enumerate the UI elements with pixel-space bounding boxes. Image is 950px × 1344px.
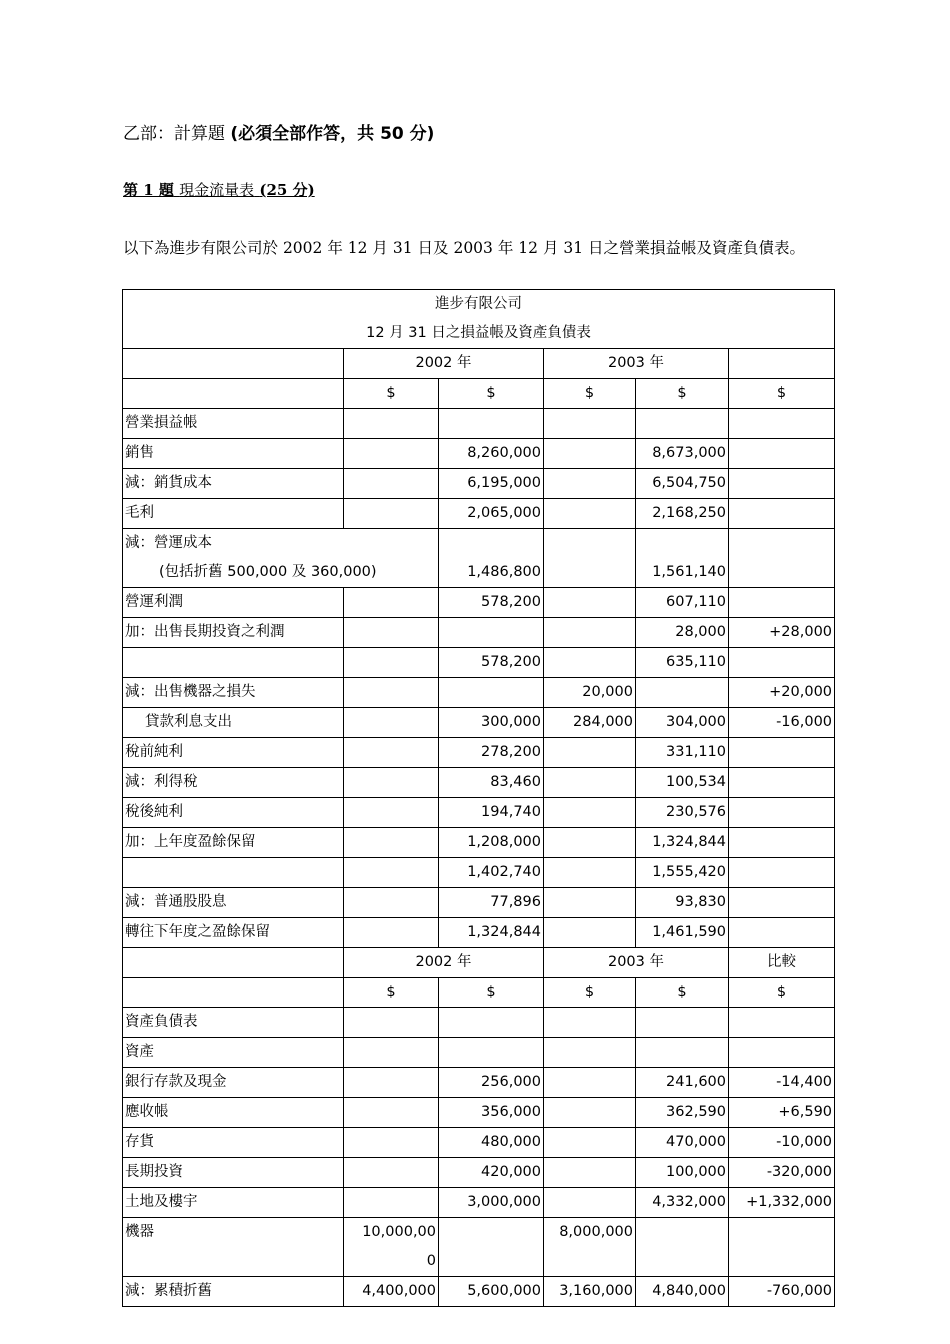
cell-value: 635,110: [636, 648, 729, 678]
table-row: [123, 469, 835, 499]
row-label: 銷售: [123, 439, 344, 469]
table-subtitle-row: [123, 319, 835, 349]
row-label: 長期投資: [123, 1158, 344, 1188]
operating-cost-title: 減：營運成本: [125, 535, 212, 551]
table-row: [123, 858, 835, 888]
currency-symbol: $: [544, 379, 636, 409]
row-label: 稅後純利: [123, 798, 344, 828]
row-label: 減：累積折舊: [123, 1277, 344, 1307]
cell-value: 578,200: [439, 588, 544, 618]
row-label: 減：利得稅: [123, 768, 344, 798]
cell-value: 300,000: [439, 708, 544, 738]
cell-value: 5,600,000: [439, 1277, 544, 1307]
machinery-cost-2003: 8,000,000: [544, 1218, 636, 1277]
table-row: [123, 828, 835, 858]
cell-value: 470,000: [636, 1128, 729, 1158]
intro-text: 以下為進步有限公司於: [123, 239, 279, 257]
cell-value: 3,160,000: [544, 1277, 636, 1307]
intro-paragraph: [123, 236, 805, 258]
table-row: [123, 888, 835, 918]
cell-value: 1,324,844: [636, 828, 729, 858]
currency-symbol: $: [729, 978, 835, 1008]
cell-value: [544, 768, 636, 798]
cell-value: [344, 678, 439, 708]
table-row: [123, 588, 835, 618]
cell-value: 278,200: [439, 738, 544, 768]
intro-month: 12: [513, 239, 543, 257]
machinery-label: 機器: [123, 1218, 344, 1277]
row-label: 存貨: [123, 1128, 344, 1158]
row-label: 加：上年度盈餘保留: [123, 828, 344, 858]
year-2003-header: 2003 年: [544, 948, 729, 978]
intro-year: 2003: [448, 239, 498, 257]
cell-value: [344, 618, 439, 648]
currency-header-row: [123, 379, 835, 409]
cell-value: 3,000,000: [439, 1188, 544, 1218]
cell-value: [544, 439, 636, 469]
table-row: [123, 768, 835, 798]
cell-value: 6,504,750: [636, 469, 729, 499]
operating-cost-note: (包括折舊 500,000 及 360,000): [159, 564, 377, 580]
cell-value: [344, 858, 439, 888]
table-row: [123, 738, 835, 768]
table-row: [123, 1188, 835, 1218]
cell-value: [729, 648, 835, 678]
row-label: [123, 648, 344, 678]
cell-value: [544, 858, 636, 888]
income-heading-row: [123, 409, 835, 439]
statement-subtitle: 12 月 31 日之損益帳及資產負債表: [123, 319, 835, 349]
cell-value: [544, 918, 636, 948]
cell-value: 83,460: [439, 768, 544, 798]
table-row: [123, 1128, 835, 1158]
operating-cost-label: [123, 529, 439, 588]
cell-value: [344, 708, 439, 738]
cell-value: [439, 618, 544, 648]
table-row: [123, 708, 835, 738]
cell-value: 6,195,000: [439, 469, 544, 499]
table-row: [123, 1068, 835, 1098]
cell-value: 28,000: [636, 618, 729, 648]
cell-value: 1,324,844: [439, 918, 544, 948]
year-2003-header: 2003 年: [544, 349, 729, 379]
cell-value: [344, 1128, 439, 1158]
cell-value: [729, 469, 835, 499]
intro-day: 31: [387, 239, 418, 257]
section-title-prefix: 乙部：計算題: [123, 124, 231, 144]
assets-heading: 資產: [123, 1038, 344, 1068]
section-title: [123, 119, 434, 144]
cell-value: +6,590: [729, 1098, 835, 1128]
balance-heading-row: [123, 1008, 835, 1038]
cell-value: [729, 499, 835, 529]
row-label: 轉往下年度之盈餘保留: [123, 918, 344, 948]
intro-text: 月: [372, 239, 388, 257]
financial-statements-table: [122, 289, 835, 1307]
year-2002-header: 2002 年: [344, 948, 544, 978]
cell-value: [544, 798, 636, 828]
cell-value: [544, 469, 636, 499]
cell-value: [344, 738, 439, 768]
cell-value: 1,461,590: [636, 918, 729, 948]
table-row: [123, 918, 835, 948]
cell-value: 241,600: [636, 1068, 729, 1098]
intro-text: 年: [497, 239, 514, 257]
question-name: 現金流量表: [179, 181, 255, 199]
cell-value: 356,000: [439, 1098, 544, 1128]
row-label: 減：普通股股息: [123, 888, 344, 918]
cell-value: 2,065,000: [439, 499, 544, 529]
cell-value: [344, 888, 439, 918]
cell-value: +28,000: [729, 618, 835, 648]
table-row: [123, 798, 835, 828]
cell-value: 20,000: [544, 678, 636, 708]
cell-value: [439, 678, 544, 708]
currency-symbol: $: [344, 978, 439, 1008]
company-name: 進步有限公司: [123, 290, 835, 320]
cell-value: [344, 1098, 439, 1128]
cell-value: 93,830: [636, 888, 729, 918]
currency-symbol: $: [729, 379, 835, 409]
cell-value: +1,332,000: [729, 1188, 835, 1218]
cell-value: 284,000: [544, 708, 636, 738]
intro-year: 2002: [278, 239, 328, 257]
cell-value: 77,896: [439, 888, 544, 918]
cell-value: [544, 618, 636, 648]
cell-value: [344, 798, 439, 828]
cell-value: [729, 768, 835, 798]
cell-value: 362,590: [636, 1098, 729, 1128]
cell-value: [544, 648, 636, 678]
currency-symbol: $: [439, 978, 544, 1008]
cell-value: 194,740: [439, 798, 544, 828]
row-label: 減：出售機器之損失: [123, 678, 344, 708]
table-row: [123, 618, 835, 648]
cell-value: 578,200: [439, 648, 544, 678]
cell-value: [344, 1068, 439, 1098]
table-row: [123, 1098, 835, 1128]
cell-value: [544, 499, 636, 529]
intro-day: 31: [558, 239, 589, 257]
row-label: 土地及樓宇: [123, 1188, 344, 1218]
table-row: [123, 1158, 835, 1188]
accumulated-depreciation-row: [123, 1277, 835, 1307]
intro-text: 日及: [417, 239, 449, 257]
cell-value: [729, 588, 835, 618]
cell-value: -320,000: [729, 1158, 835, 1188]
cell-value: 1,208,000: [439, 828, 544, 858]
year-header-row: [123, 349, 835, 379]
cell-value: [344, 648, 439, 678]
cell-value: [544, 1128, 636, 1158]
cell-value: [544, 828, 636, 858]
cell-value: [544, 1068, 636, 1098]
row-label: 貸款利息支出: [123, 708, 344, 738]
cell-value: [344, 1188, 439, 1218]
cell-value: 8,673,000: [636, 439, 729, 469]
cell-value: [344, 499, 439, 529]
cell-value: [544, 1098, 636, 1128]
table-row: [123, 678, 835, 708]
cell-value: [729, 828, 835, 858]
balance-sheet-heading: 資產負債表: [123, 1008, 344, 1038]
cell-value: 4,332,000: [636, 1188, 729, 1218]
cell-value: 480,000: [439, 1128, 544, 1158]
cell-value: [344, 588, 439, 618]
row-label: 營運利潤: [123, 588, 344, 618]
currency-symbol: $: [636, 978, 729, 1008]
cell-value: 8,260,000: [439, 439, 544, 469]
currency-symbol: $: [636, 379, 729, 409]
row-label: 減：銷貨成本: [123, 469, 344, 499]
cell-value: 4,400,000: [344, 1277, 439, 1307]
cell-value: 304,000: [636, 708, 729, 738]
operating-cost-2003: 1,561,140: [636, 529, 729, 588]
cell-value: 4,840,000: [636, 1277, 729, 1307]
cell-value: [344, 469, 439, 499]
question-number: 第 1 題: [123, 181, 174, 199]
cell-value: [344, 918, 439, 948]
cell-value: [544, 1188, 636, 1218]
operating-cost-2002: 1,486,800: [439, 529, 544, 588]
cell-value: [344, 828, 439, 858]
table-title-row: [123, 290, 835, 320]
row-label: 加：出售長期投資之利潤: [123, 618, 344, 648]
year-header-row-2: [123, 948, 835, 978]
cell-value: 1,555,420: [636, 858, 729, 888]
cell-value: 100,534: [636, 768, 729, 798]
cell-value: [544, 1158, 636, 1188]
year-2002-header: 2002 年: [344, 349, 544, 379]
cell-value: 100,000: [636, 1158, 729, 1188]
table-row: [123, 648, 835, 678]
row-label: [123, 858, 344, 888]
cell-value: [729, 918, 835, 948]
operating-cost-row: [123, 529, 835, 588]
cell-value: 331,110: [636, 738, 729, 768]
cell-value: -10,000: [729, 1128, 835, 1158]
compare-header: 比較: [729, 948, 835, 978]
machinery-cost-2002-line2: 0: [426, 1253, 436, 1269]
cell-value: [544, 888, 636, 918]
cell-value: [636, 678, 729, 708]
row-label: 毛利: [123, 499, 344, 529]
currency-symbol: $: [439, 379, 544, 409]
table-row: [123, 499, 835, 529]
assets-heading-row: [123, 1038, 835, 1068]
intro-text: 日之營業損益帳及資產負債表。: [588, 239, 806, 257]
cell-value: 420,000: [439, 1158, 544, 1188]
intro-text: 月: [542, 239, 559, 257]
machinery-row: [123, 1218, 835, 1277]
cell-value: [344, 1158, 439, 1188]
cell-value: [729, 858, 835, 888]
cell-value: -16,000: [729, 708, 835, 738]
cell-value: [544, 738, 636, 768]
currency-symbol: $: [344, 379, 439, 409]
intro-text: 年: [327, 239, 343, 257]
cell-value: -760,000: [729, 1277, 835, 1307]
cell-value: +20,000: [729, 678, 835, 708]
currency-symbol: $: [544, 978, 636, 1008]
cell-value: [544, 588, 636, 618]
cell-value: [344, 768, 439, 798]
cell-value: 2,168,250: [636, 499, 729, 529]
cell-value: -14,400: [729, 1068, 835, 1098]
currency-header-row-2: [123, 978, 835, 1008]
cell-value: [729, 798, 835, 828]
cell-value: [344, 439, 439, 469]
cell-value: 256,000: [439, 1068, 544, 1098]
machinery-cost-2002-line1: 10,000,00: [362, 1224, 436, 1240]
cell-value: 607,110: [636, 588, 729, 618]
row-label: 應收帳: [123, 1098, 344, 1128]
income-statement-heading: 營業損益帳: [123, 409, 344, 439]
machinery-cost-2002: [344, 1218, 439, 1277]
cell-value: 230,576: [636, 798, 729, 828]
cell-value: 1,402,740: [439, 858, 544, 888]
row-label: 銀行存款及現金: [123, 1068, 344, 1098]
row-label: 稅前純利: [123, 738, 344, 768]
cell-value: [729, 439, 835, 469]
section-title-marks: (必須全部作答，共 50 分): [230, 124, 435, 144]
cell-value: [729, 888, 835, 918]
question-marks: (25 分): [259, 181, 315, 199]
intro-month: 12: [342, 239, 373, 257]
table-row: [123, 439, 835, 469]
cell-value: [729, 738, 835, 768]
question-title: [123, 179, 315, 200]
